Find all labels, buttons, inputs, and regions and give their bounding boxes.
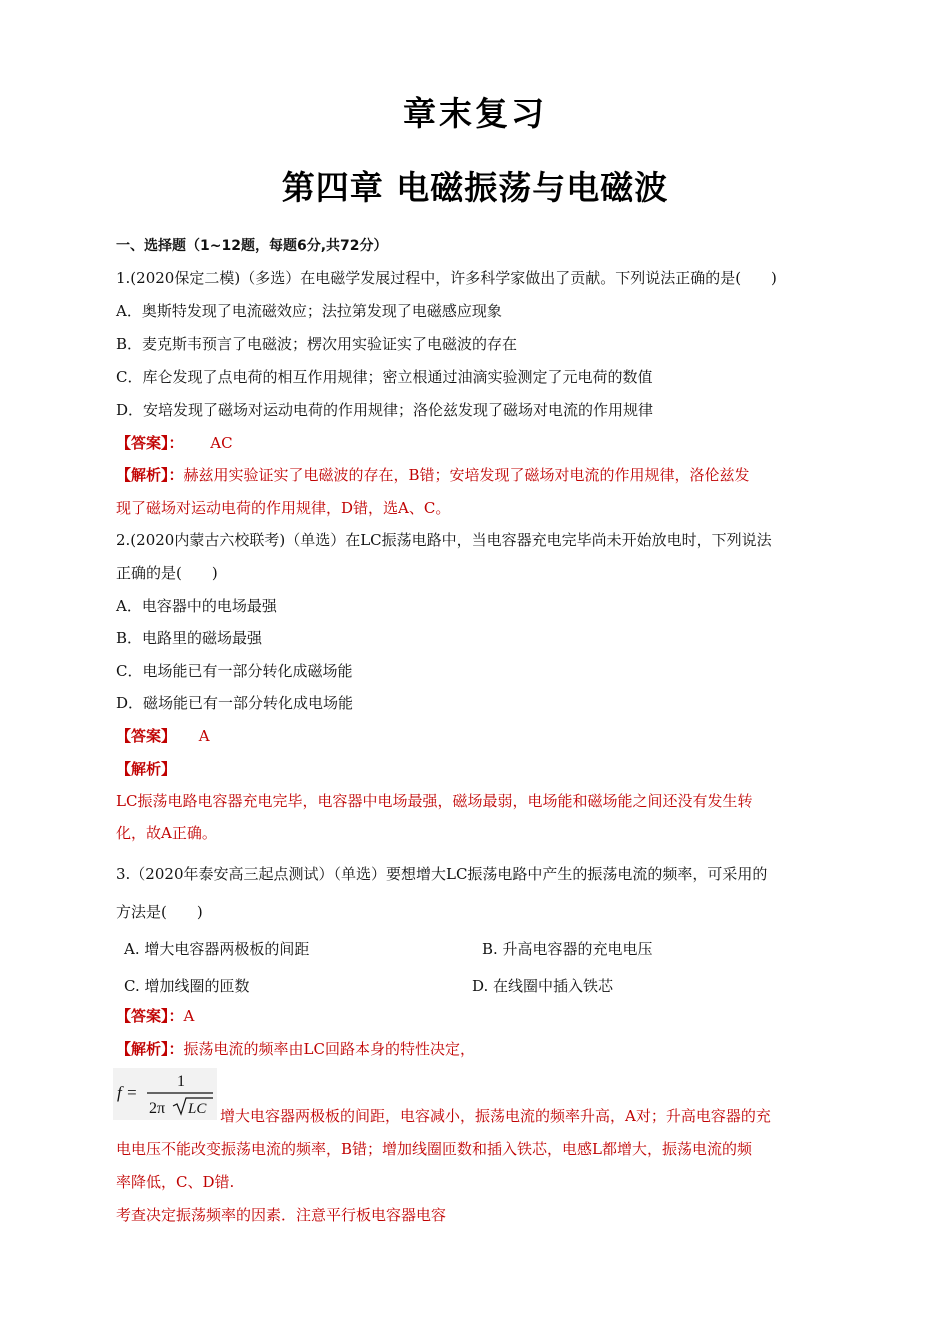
q1-option-d: D．安培发现了磁场对运动电荷的作用规律；洛伦兹发现了磁场对电流的作用规律 <box>116 401 654 419</box>
formula-denominator: 2π <box>149 1100 166 1117</box>
q2-option-c: C．电场能已有一部分转化成磁场能 <box>116 662 353 680</box>
q3-answer-label: 【答案】： <box>116 1007 184 1025</box>
section-heading: 一、选择题（1~12题，每题6分,共72分） <box>116 238 388 254</box>
q1-stem: 1.(2020保定二模)（多选）在电磁学发展过程中，许多科学家做出了贡献。下列说法正确的是( ) <box>116 269 777 287</box>
q2-analysis-line-1: LC振荡电路电容器充电完毕，电容器中电场最强，磁场最弱，电场能和磁场能之间还没有发生转 <box>116 792 753 810</box>
frequency-formula-image <box>113 1068 217 1120</box>
q3-answer-value: A <box>183 1007 195 1025</box>
q2-option-d: D．磁场能已有一部分转化成电场能 <box>116 694 354 712</box>
q1-option-b: B．麦克斯韦预言了电磁波；楞次用实验证实了电磁波的存在 <box>116 335 518 353</box>
formula-lhs: f = <box>117 1083 138 1102</box>
q1-option-a: A．奥斯特发现了电流磁效应；法拉第发现了电磁感应现象 <box>116 302 502 320</box>
q3-analysis-line-4: 率降低，C、D错. <box>116 1173 235 1191</box>
q3-option-a: A. 增大电容器两极板的间距 <box>124 940 310 958</box>
q3-option-d: D. 在线圈中插入铁芯 <box>472 977 614 995</box>
frequency-formula <box>113 1068 217 1120</box>
q2-option-a: A．电容器中的电场最强 <box>116 597 277 615</box>
q1-analysis-label: 【解析】： <box>116 466 184 484</box>
q1-answer-value: AC <box>210 434 233 452</box>
q3-analysis-label: 【解析】： <box>116 1040 184 1058</box>
q3-stem-line-2: 方法是( ) <box>116 903 203 921</box>
q1-answer <box>116 433 233 453</box>
q3-analysis-line-1 <box>116 1039 475 1059</box>
q3-analysis-line-5: 考查决定振荡频率的因素．注意平行板电容器电容 <box>116 1206 447 1224</box>
q3-stem-line-1: 3.（2020年泰安高三起点测试）（单选）要想增大LC振荡电路中产生的振荡电流的频率，可采用的 <box>116 865 768 883</box>
q3-analysis-text-1: 振荡电流的频率由LC回路本身的特性决定， <box>183 1040 475 1058</box>
q2-analysis-label: 【解析】 <box>116 760 177 778</box>
q2-analysis-line-2: 化，故A正确。 <box>116 824 217 842</box>
q3-answer <box>116 1006 194 1026</box>
q1-analysis-line-1 <box>116 465 750 485</box>
q2-stem-line-2: 正确的是( ) <box>116 564 218 582</box>
q3-option-b: B. 升高电容器的充电电压 <box>482 940 653 958</box>
q2-answer-value: A <box>198 727 210 745</box>
formula-numerator: 1 <box>177 1073 185 1090</box>
formula-radicand: LC <box>188 1101 207 1117</box>
q2-stem-line-1: 2.(2020内蒙古六校联考)（单选）在LC振荡电路中，当电容器充电完毕尚未开始放电时，下列说法 <box>116 531 772 549</box>
q1-option-c: C．库仑发现了点电荷的相互作用规律；密立根通过油滴实验测定了元电荷的数值 <box>116 368 653 386</box>
q1-analysis-line-2: 现了磁场对运动电荷的作用规律，D错，选A、C。 <box>116 499 451 517</box>
q3-analysis-line-2: 增大电容器两极板的间距，电容减小，振荡电流的频率升高，A对；升高电容器的充 <box>220 1107 771 1125</box>
q1-analysis-text-1: 赫兹用实验证实了电磁波的存在，B错；安培发现了磁场对电流的作用规律，洛伦兹发 <box>183 466 750 484</box>
q2-answer-label: 【答案】 <box>116 727 177 745</box>
chapter-subtitle: 第四章 电磁振荡与电磁波 <box>281 168 669 207</box>
q3-option-c: C. 增加线圈的匝数 <box>124 977 250 995</box>
q2-answer <box>116 726 210 746</box>
page-title: 章末复习 <box>403 94 547 133</box>
q1-answer-label: 【答案】： <box>116 434 184 452</box>
q2-option-b: B．电路里的磁场最强 <box>116 629 263 647</box>
q3-analysis-line-3: 电电压不能改变振荡电流的频率，B错；增加线圈匝数和插入铁芯，电感L都增大，振荡电流的频 <box>116 1140 752 1158</box>
